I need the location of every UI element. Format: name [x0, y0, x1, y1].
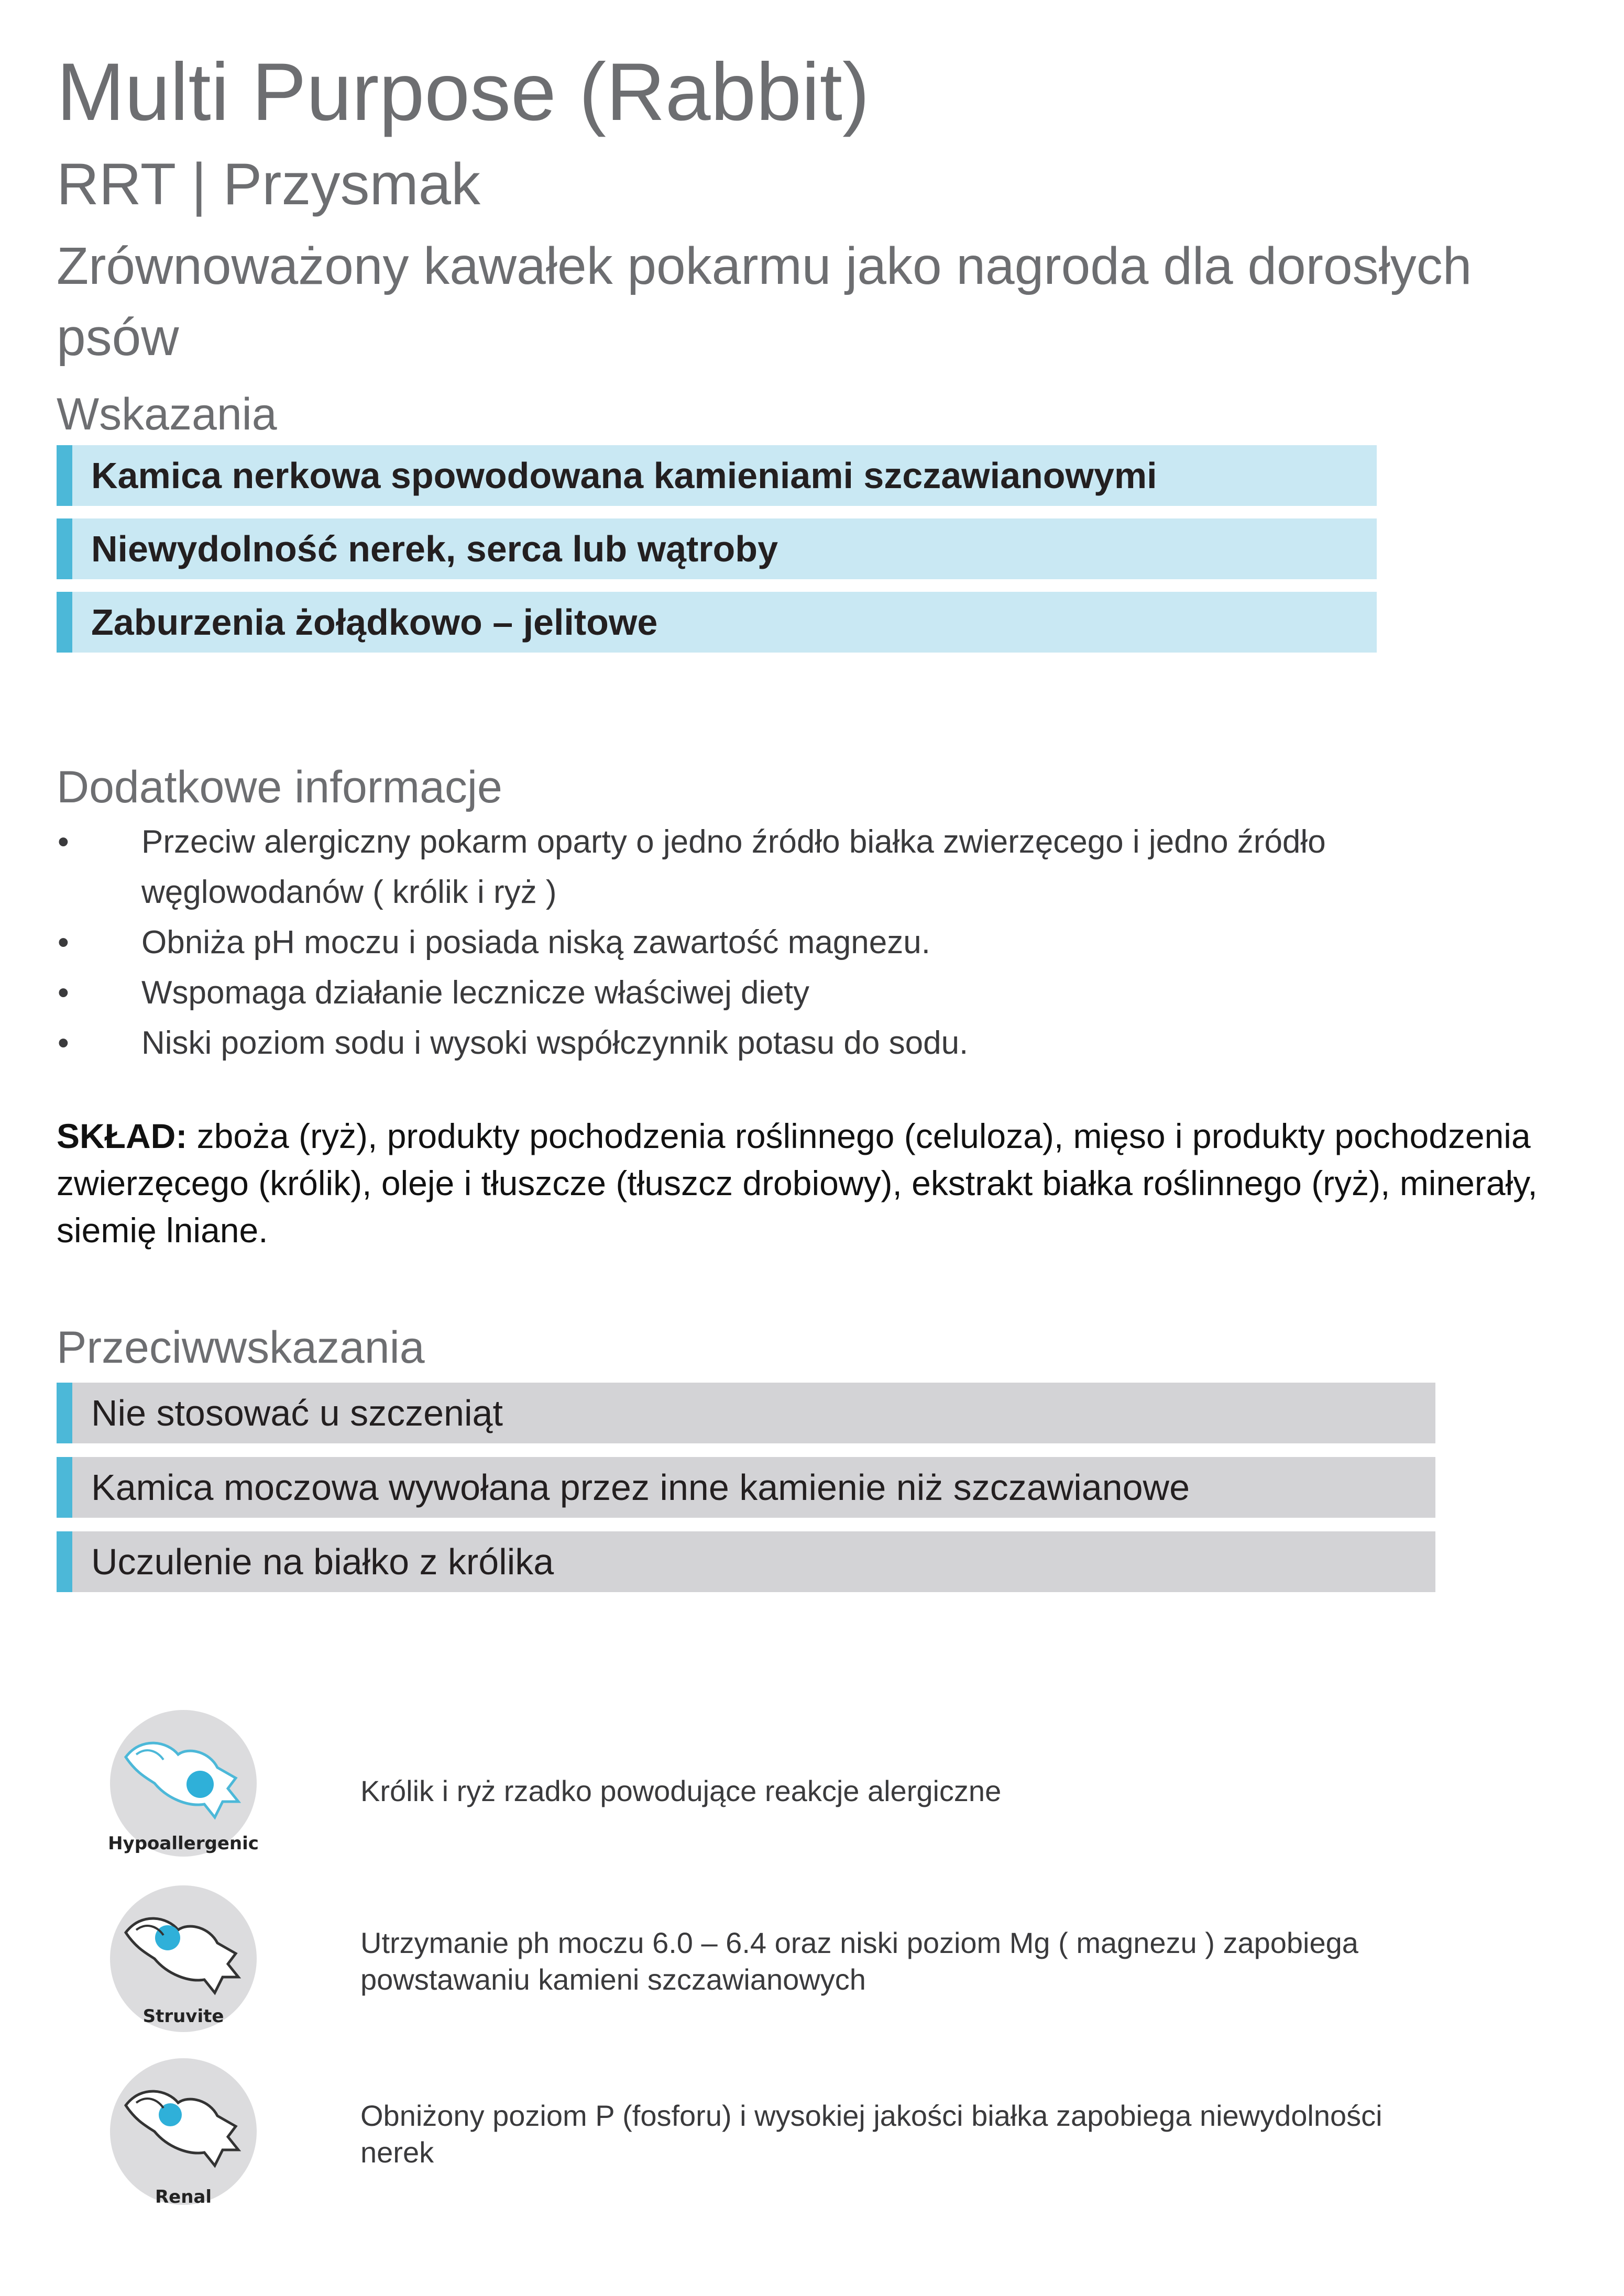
contraindication-item [57, 1531, 1435, 1592]
bullet-icon: • [58, 824, 69, 860]
list-item: • Obniża pH moczu i posiada niską zawartość magnezu. [57, 918, 1555, 968]
contraindication-label: Nie stosować u szczeniąt [91, 1393, 503, 1433]
list-item: • Niski poziom sodu i wysoki współczynnik potasu do sodu. [57, 1018, 1555, 1068]
page-subtitle: RRT | Przysmak [57, 151, 481, 217]
contraindication-label: Kamica moczowa wywołana przez inne kamienie niż szczawianowe [91, 1467, 1190, 1508]
additional-info-heading: Dodatkowe informacje [57, 762, 502, 812]
accent-stripe [57, 518, 72, 579]
feature-description: Obniżony poziom P (fosforu) i wysokiej jakości białka zapobiega niewydolności nerek [360, 2099, 1382, 2169]
accent-stripe [57, 1531, 72, 1592]
renal-icon-label: Renal [155, 2187, 212, 2207]
accent-stripe [57, 1457, 72, 1518]
composition-text: zboża (ryż), produkty pochodzenia roślinnego (celuloza), mięso i produkty pochodzenia zwierzęcego (królik), oleje i tłuszcze (tłuszcz drobiowy), ekstrakt białka roślinnego (ryż), minerały, siemię lniane. [57, 1117, 1538, 1250]
list-item: • Wspomaga działanie lecznicze właściwej diety [57, 968, 1555, 1018]
contraindication-item [57, 1457, 1435, 1518]
composition-label: SKŁAD: [57, 1117, 188, 1155]
indication-label: Zaburzenia żołądkowo – jelitowe [91, 602, 658, 643]
indication-label: Niewydolność nerek, serca lub wątroby [91, 528, 778, 569]
bullet-icon: • [58, 1025, 69, 1061]
composition-paragraph [57, 1112, 1565, 1254]
contraindication-label: Uczulenie na białko z królika [91, 1541, 554, 1582]
indication-item [57, 518, 1377, 579]
contraindication-item [57, 1383, 1435, 1443]
indication-item [57, 592, 1377, 653]
indication-item [57, 445, 1377, 506]
page-title: Multi Purpose (Rabbit) [57, 47, 870, 138]
hypoallergenic-icon-label: Hypoallergenic [108, 1833, 259, 1854]
additional-info-list [57, 817, 1555, 1068]
accent-stripe [57, 1383, 72, 1443]
feature-description: Utrzymanie ph moczu 6.0 – 6.4 oraz niski poziom Mg ( magnezu ) zapobiega powstawaniu kamieni szczawianowych [360, 1926, 1358, 1996]
contraindications-heading: Przeciwwskazania [57, 1322, 425, 1373]
accent-stripe [57, 445, 72, 506]
bullet-icon: • [58, 975, 69, 1011]
accent-stripe [57, 592, 72, 653]
struvite-icon-label: Struvite [142, 2006, 224, 2027]
bullet-icon: • [58, 924, 69, 961]
list-item: • Przeciw alergiczny pokarm oparty o jedno źródło białka zwierzęcego i jedno źródło węglowodanów ( królik i ryż ) [57, 817, 1555, 918]
indication-label: Kamica nerkowa spowodowana kamieniami szczawianowymi [91, 455, 1157, 496]
page-description: Zrównoważony kawałek pokarmu jako nagroda dla dorosłych psów [57, 237, 1472, 367]
feature-description: Królik i ryż rzadko powodujące reakcje alergiczne [360, 1774, 1002, 1807]
indications-heading: Wskazania [57, 389, 277, 439]
